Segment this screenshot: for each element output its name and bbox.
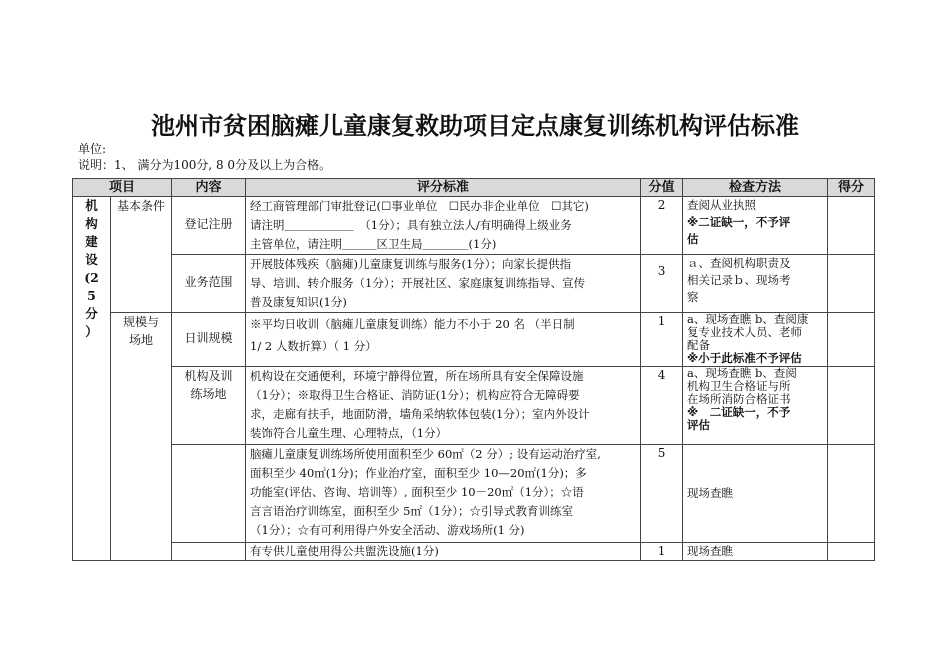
method-cell: 查阅从业执照 ※二证缺一，不予评 估 bbox=[683, 197, 828, 255]
unit-label: 单位: bbox=[78, 142, 107, 156]
score-cell: 4 bbox=[641, 367, 683, 445]
content-cell: 业务范围 bbox=[172, 255, 246, 313]
header-criteria: 评分标准 bbox=[246, 179, 641, 197]
evaluation-table bbox=[72, 178, 875, 561]
subcategory-scale: 规模与 场地 bbox=[111, 313, 172, 561]
score-cell: 5 bbox=[641, 445, 683, 543]
content-cell: 日训规模 bbox=[172, 313, 246, 367]
method-cell: 现场查瞧 bbox=[683, 445, 828, 543]
method-cell: a、现场查瞧 b、查阅康 复专业技术人员、老师 配备 ※小于此标准不予评估 bbox=[683, 313, 828, 367]
criteria-cell: 机构设在交通便利，环境宁静得位置，所在场所具有安全保障设施 （1分）；※取得卫生合格证、消防证(1分）；机构应符合无障碍要 求，走廊有扶手，地面防滑，墙角采纳软体包装(1分）；室内外设计 装饰符合儿童生理、心理特点，（1分） bbox=[246, 367, 641, 445]
table-header-row bbox=[73, 179, 875, 197]
header-result: 得分 bbox=[828, 179, 875, 197]
method-cell: a、现场查瞧 b、查阅 机构卫生合格证与所 在场所消防合格证书 ※ 二证缺一，不予 评估 bbox=[683, 367, 828, 445]
table-row bbox=[73, 367, 875, 445]
score-cell: 3 bbox=[641, 255, 683, 313]
criteria-cell: 脑瘫儿童康复训练场所使用面积至少 60㎡（2 分）; 设有运动治疗室, 面积至少 40㎡(1分)；作业治疗室，面积至少 10—20㎡(1分)；多 功能室(评估、咨询、培训等）, 面积至少 10－20㎡（1分）；☆语 言言语治疗训练室，面积至少 5㎡（1分）；☆引导式教育训练室 （1分）；☆有可利用得户外安全活动、游戏场所(1 分) bbox=[246, 445, 641, 543]
scoring-note: 说明：1、 满分为100分, 8 0分及以上为合格。 bbox=[78, 158, 332, 172]
result-cell bbox=[828, 255, 875, 313]
criteria-cell: ※平均日收训（脑瘫儿童康复训练）能力不小于 20 名 （半日制 1/ 2 人数折算）（ 1 分） bbox=[246, 313, 641, 367]
score-cell: 2 bbox=[641, 197, 683, 255]
score-cell: 1 bbox=[641, 543, 683, 561]
result-cell bbox=[828, 313, 875, 367]
header-item: 项目 bbox=[73, 179, 172, 197]
content-cell: 登记注册 bbox=[172, 197, 246, 255]
content-cell bbox=[172, 543, 246, 561]
criteria-cell: 开展肢体残疾（脑瘫)儿童康复训练与服务(1分）；向家长提供指 导、培训、转介服务（1分）；开展社区、家庭康复训练指导、宣传 普及康复知识(1分) bbox=[246, 255, 641, 313]
content-cell bbox=[172, 445, 246, 543]
header-content: 内容 bbox=[172, 179, 246, 197]
result-cell bbox=[828, 197, 875, 255]
method-cell: 现场查瞧 bbox=[683, 543, 828, 561]
score-cell: 1 bbox=[641, 313, 683, 367]
criteria-cell: 有专供儿童使用得公共盥洗设施(1分) bbox=[246, 543, 641, 561]
method-cell: ａ、查阅机构职责及 相关记录ｂ、现场考 察 bbox=[683, 255, 828, 313]
header-score: 分值 bbox=[641, 179, 683, 197]
category-cell: 机 构 建 设 (2 5 分 ） bbox=[73, 197, 111, 561]
table-row bbox=[73, 255, 875, 313]
table-row bbox=[73, 445, 875, 543]
table-row bbox=[73, 197, 875, 255]
result-cell bbox=[828, 445, 875, 543]
criteria-cell: 经工商管理部门审批登记(☐事业单位 ☐民办非企业单位 ☐其它) 请注明＿＿＿＿＿＿ （1分）；具有独立法人/有明确得上级业务 主管单位，请注明＿＿＿区卫生局＿＿＿＿(1分) bbox=[246, 197, 641, 255]
table-row bbox=[73, 543, 875, 561]
content-cell: 机构及训 练场地 bbox=[172, 367, 246, 445]
header-method: 检查方法 bbox=[683, 179, 828, 197]
table-row bbox=[73, 313, 875, 367]
result-cell bbox=[828, 543, 875, 561]
page-title: 池州市贫困脑瘫儿童康复救助项目定点康复训练机构评估标准 bbox=[151, 111, 799, 140]
result-cell bbox=[828, 367, 875, 445]
subcategory-basic: 基本条件 bbox=[111, 197, 172, 313]
